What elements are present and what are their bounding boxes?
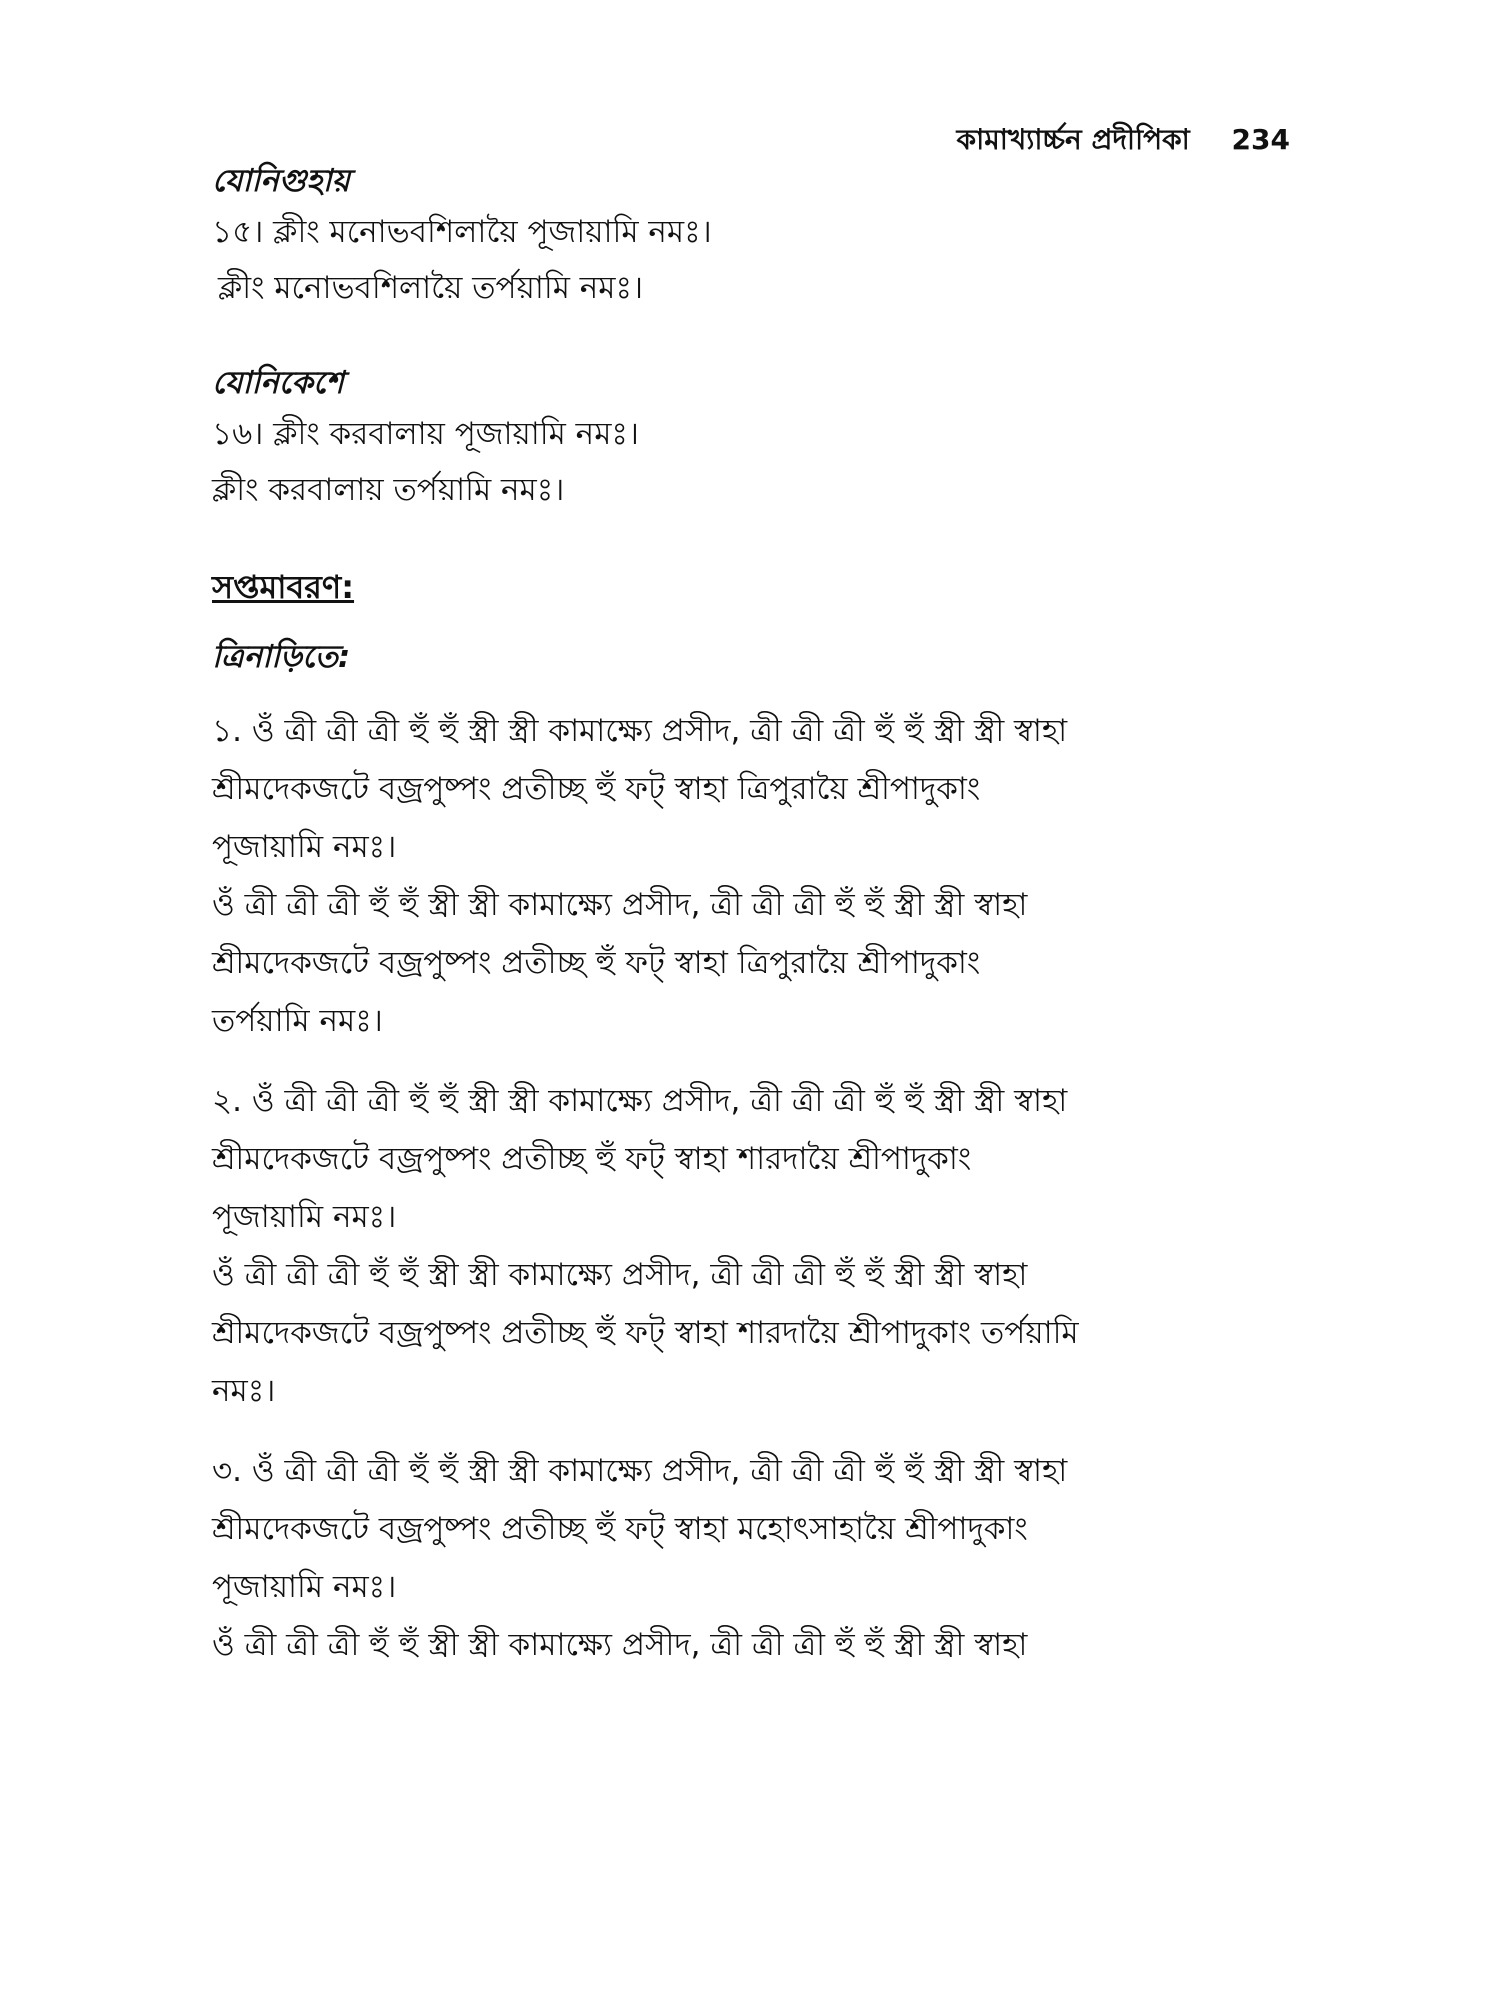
verse-line: শ্রীমদেকজটে বজ্রপুষ্পং প্রতীচ্ছ হুঁ ফট্ স্বাহা ত্রিপুরায়ৈ শ্রীপাদুকাং: [212, 945, 981, 981]
verse-line: পূজায়ামি নমঃ।: [212, 1569, 397, 1605]
verse-line: ওঁ ত্রী ত্রী ত্রী হুঁ হুঁ স্ত্রী স্ত্রী কামাক্ষ্যে প্রসীদ, ত্রী ত্রী ত্রী হুঁ হুঁ স্ত্রী স্ত্রী স্বাহা: [212, 1257, 1028, 1293]
verse-line: শ্রীমদেকজটে বজ্রপুষ্পং প্রতীচ্ছ হুঁ ফট্ স্বাহা মহোৎসাহায়ৈ শ্রীপাদুকাং: [212, 1511, 1028, 1547]
subheading-yonigruhay: যোনিগুহায়: [212, 163, 350, 199]
verse-line: পূজায়ামি নমঃ।: [212, 829, 397, 865]
verse-line: ৩. ওঁ ত্রী ত্রী ত্রী হুঁ হুঁ স্ত্রী স্ত্রী কামাক্ষ্যে প্রসীদ, ত্রী ত্রী ত্রী হুঁ হুঁ স্ত্রী স্ত্রী স্বাহা: [212, 1453, 1068, 1489]
verse-line: ওঁ ত্রী ত্রী ত্রী হুঁ হুঁ স্ত্রী স্ত্রী কামাক্ষ্যে প্রসীদ, ত্রী ত্রী ত্রী হুঁ হুঁ স্ত্রী স্ত্রী স্বাহা: [212, 1627, 1028, 1663]
mantra-line: ১৬। ক্লীং করবালায় পূজায়ামি নমঃ।: [212, 416, 640, 452]
section-heading: সপ্তমাবরণ:: [212, 568, 355, 606]
verse-line: তর্পয়ামি নমঃ।: [212, 1003, 383, 1039]
verse-line: ওঁ ত্রী ত্রী ত্রী হুঁ হুঁ স্ত্রী স্ত্রী কামাক্ষ্যে প্রসীদ, ত্রী ত্রী ত্রী হুঁ হুঁ স্ত্রী স্ত্রী স্বাহা: [212, 887, 1028, 923]
subheading-trinadi: ত্রিনাড়িতে:: [212, 639, 351, 675]
verse-1: [212, 702, 1302, 1050]
book-title: কামাখ্যার্চ্চন প্রদীপিকা: [956, 123, 1190, 156]
verse-line: শ্রীমদেকজটে বজ্রপুষ্পং প্রতীচ্ছ হুঁ ফট্ স্বাহা ত্রিপুরায়ৈ শ্রীপাদুকাং: [212, 771, 981, 807]
verse-line: পূজায়ামি নমঃ।: [212, 1199, 397, 1235]
mantra-line: ক্লীং করবালায় তর্পয়ামি নমঃ।: [212, 472, 565, 508]
page-number: 234: [1231, 123, 1290, 156]
verse-line: ১. ওঁ ত্রী ত্রী ত্রী হুঁ হুঁ স্ত্রী স্ত্রী কামাক্ষ্যে প্রসীদ, ত্রী ত্রী ত্রী হুঁ হুঁ স্ত্রী স্ত্রী স্বাহা: [212, 713, 1068, 749]
verse-2: [212, 1072, 1302, 1420]
verse-3: [212, 1442, 1302, 1674]
page-body: [212, 158, 1302, 1674]
verse-line: শ্রীমদেকজটে বজ্রপুষ্পং প্রতীচ্ছ হুঁ ফট্ স্বাহা শারদায়ৈ শ্রীপাদুকাং: [212, 1141, 972, 1177]
mantra-line: ক্লীং মনোভবশিলায়ৈ তর্পয়ামি নমঃ।: [218, 270, 644, 306]
verse-line: ২. ওঁ ত্রী ত্রী ত্রী হুঁ হুঁ স্ত্রী স্ত্রী কামাক্ষ্যে প্রসীদ, ত্রী ত্রী ত্রী হুঁ হুঁ স্ত্রী স্ত্রী স্বাহা: [212, 1083, 1068, 1119]
verse-line: শ্রীমদেকজটে বজ্রপুষ্পং প্রতীচ্ছ হুঁ ফট্ স্বাহা শারদায়ৈ শ্রীপাদুকাং তর্পয়ামি: [212, 1315, 1079, 1351]
verse-line: নমঃ।: [212, 1373, 276, 1409]
subheading-yonikeshe: যোনিকেশে: [212, 365, 344, 401]
mantra-line: ১৫। ক্লীং মনোভবশিলায়ৈ পূজায়ামি নমঃ।: [212, 214, 712, 250]
